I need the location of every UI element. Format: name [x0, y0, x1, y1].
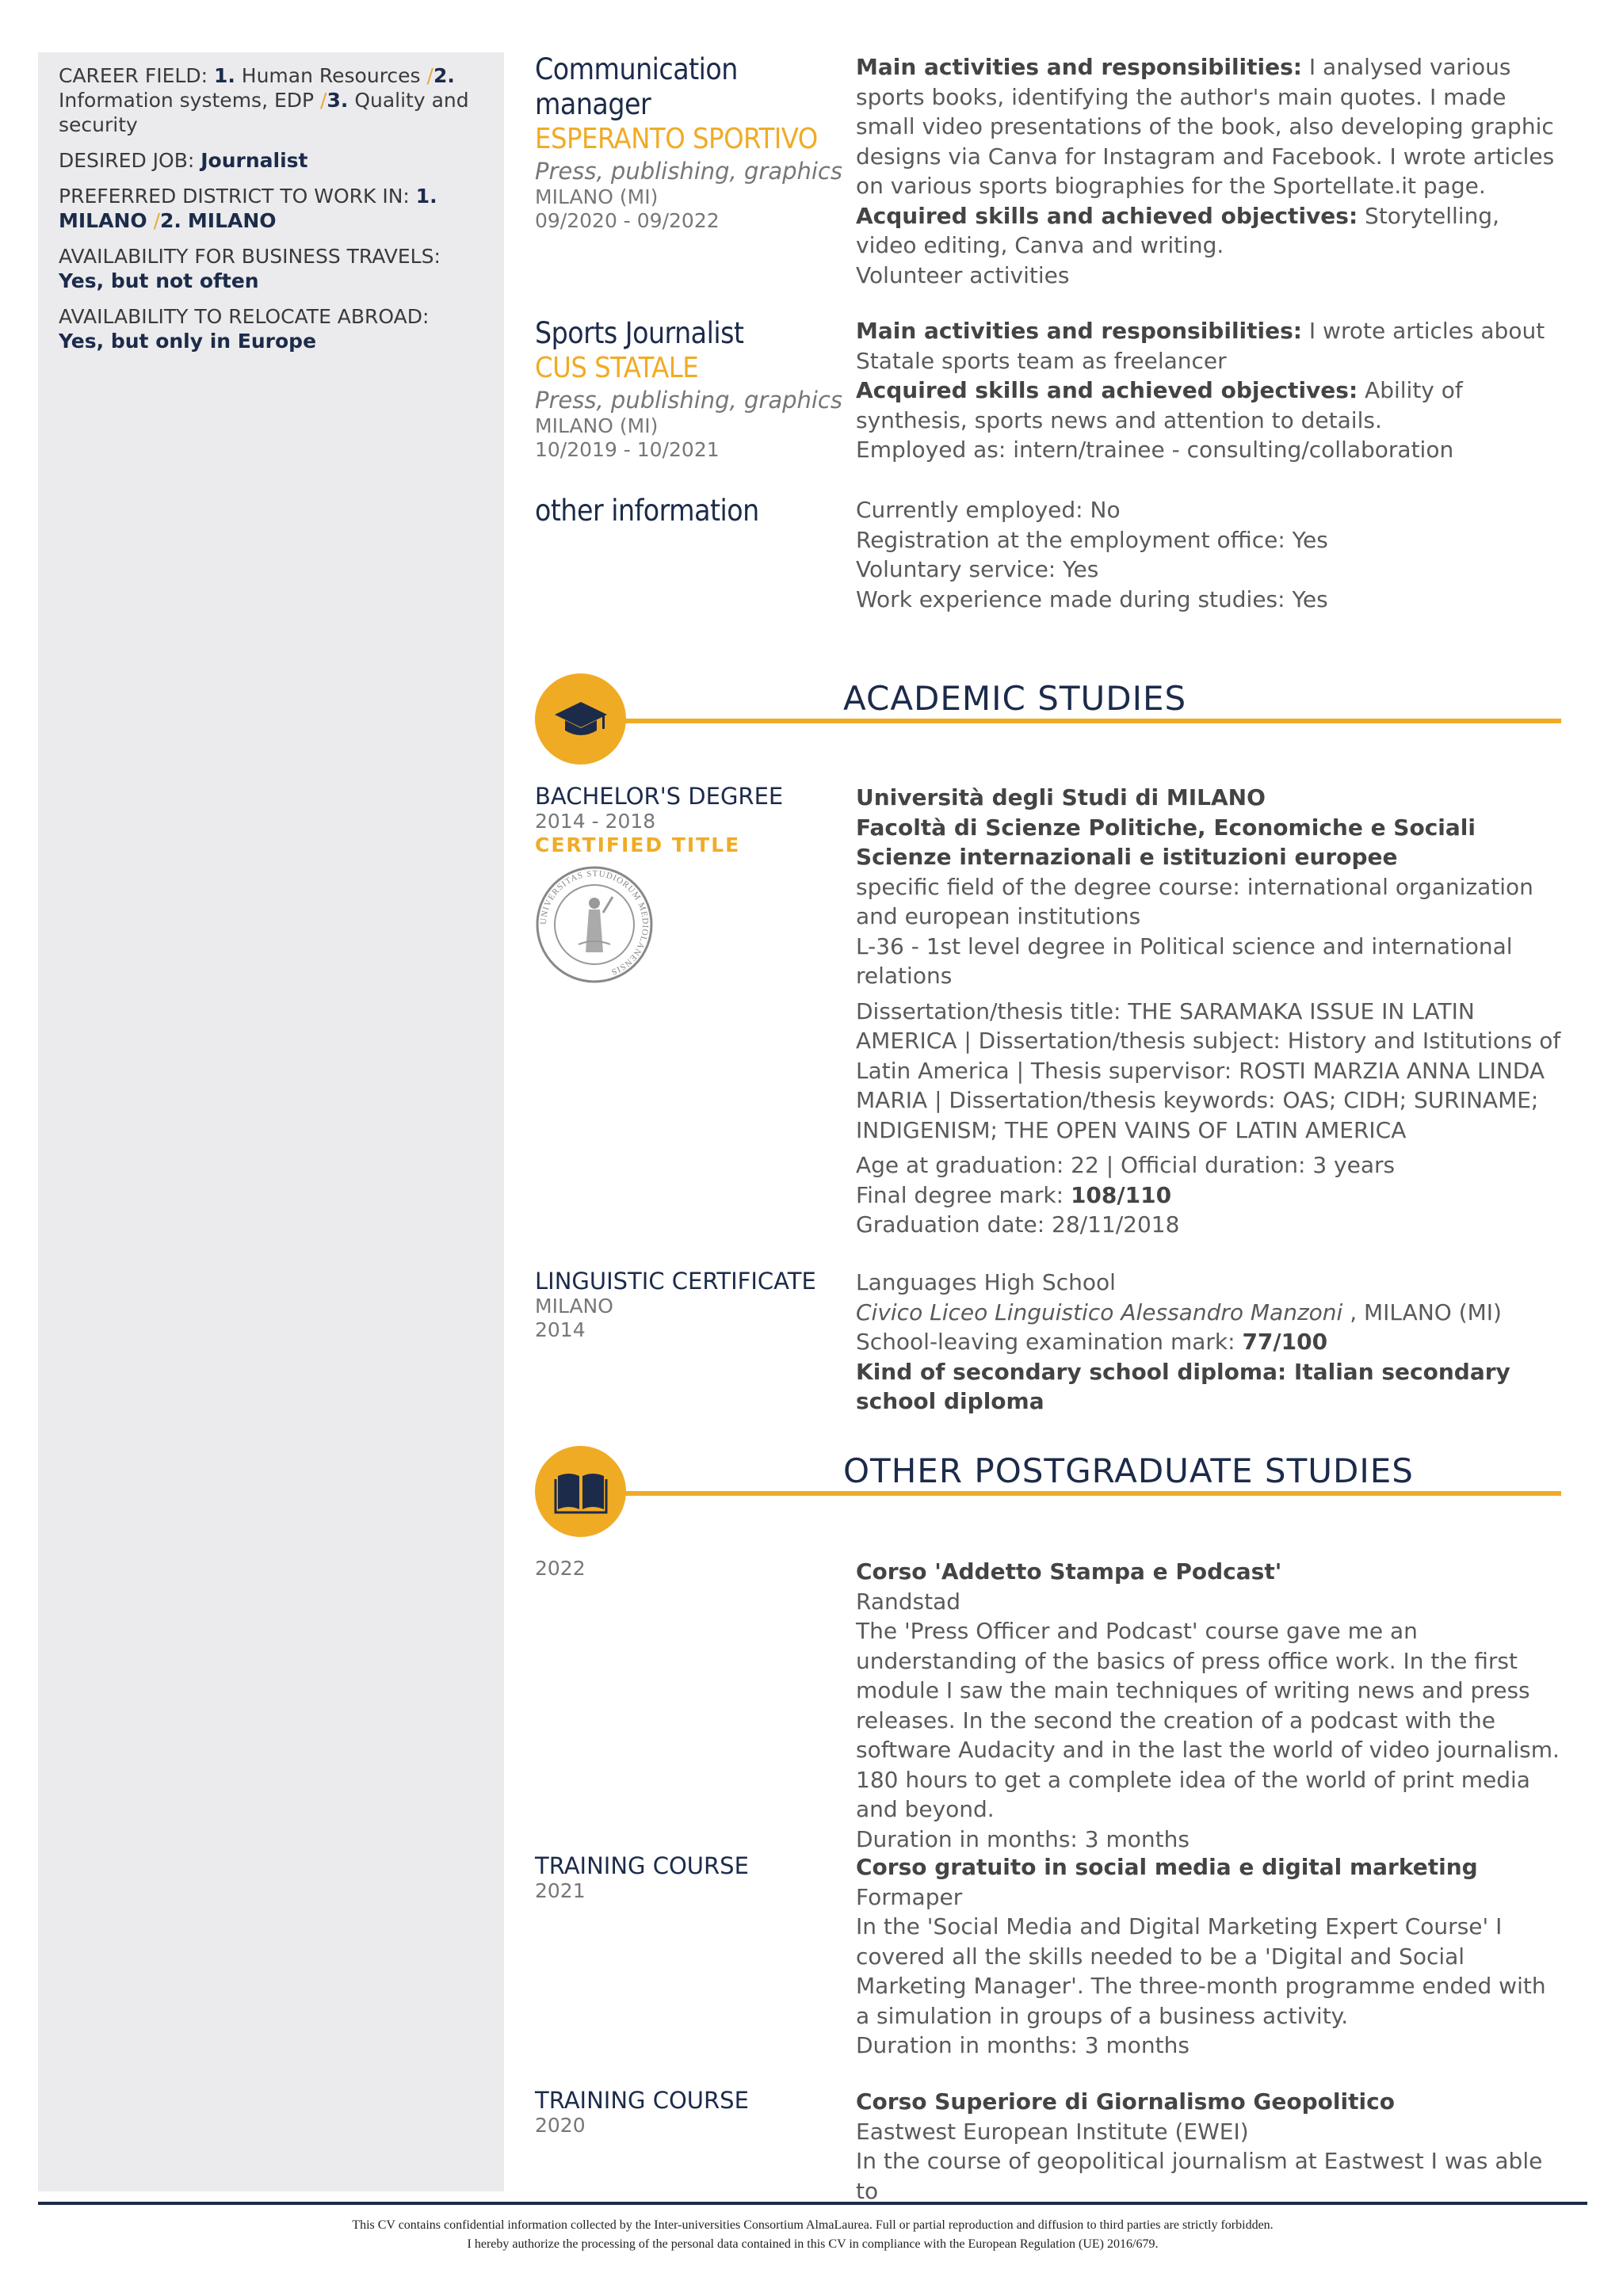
profile-sidebar	[38, 52, 504, 2191]
privacy-footer: This CV contains confidential information collected by the Inter-universities Consortium AlmaLaurea. Full or partial reproduction and diffusion to third parties are strictly forbidden. I hereby authorize the processing of the personal data contained in this CV in compliance with the European Regulation (UE) 2016/679.	[38, 2202, 1587, 2254]
certified-title-badge: CERTIFIED TITLE	[535, 833, 741, 856]
career-field: CAREER FIELD: 1. Human Resources /2. Information systems, EDP /3. Quality and security	[59, 64, 469, 136]
section-title: OTHER POSTGRADUATE STUDIES	[843, 1451, 1414, 1490]
job-role: Communication manager	[535, 52, 738, 121]
graduation-cap-icon	[535, 673, 626, 765]
other-info-title: other information	[535, 494, 759, 528]
job-sector: Press, publishing, graphics	[535, 158, 842, 185]
certificate-title: LINGUISTIC CERTIFICATE	[535, 1268, 816, 1295]
degree-title: BACHELOR'S DEGREE	[535, 783, 784, 810]
job-description: Main activities and responsibilities: I analysed various sports books, identifying the author's main quotes. I made small video presentations of the book, also developing graphic designs via Canva for Instagram and Facebook. I wrote articles on various sports biographies for the Sportellate.it page. Acquired skills and achieved objectives: Storytelling, video editing, Canva and writing. Volunteer activities	[856, 54, 1555, 288]
desired-job: DESIRED JOB: Journalist	[59, 149, 308, 172]
job-dates: 10/2019 - 10/2021	[535, 438, 720, 461]
university-seal	[535, 865, 654, 984]
svg-text:UNIVERSITAS STUDIORUM MEDIOLAN: UNIVERSITAS STUDIORUM MEDIOLANENSIS	[538, 868, 651, 978]
section-divider	[624, 1491, 1561, 1496]
open-book-icon	[535, 1446, 626, 1537]
job-role: Sports Journalist	[535, 316, 744, 350]
degree-years: 2014 - 2018	[535, 810, 656, 833]
preferred-district: PREFERRED DISTRICT TO WORK IN: 1. MILANO /2. MILANO	[59, 185, 437, 232]
postgraduate-studies-header	[535, 1446, 1561, 1541]
academic-studies-header	[535, 673, 1561, 769]
job-dates: 09/2020 - 09/2022	[535, 209, 720, 232]
job-location: MILANO (MI)	[535, 414, 659, 437]
job-company: ESPERANTO SPORTIVO	[535, 123, 818, 155]
job-location: MILANO (MI)	[535, 185, 659, 208]
job-description: Main activities and responsibilities: I wrote articles about Statale sports team as freelancer Acquired skills and achieved objectives: Ability of synthesis, sports news and attention to details. Employed as: intern/trainee - consulting/collaboration	[856, 318, 1545, 463]
section-title: ACADEMIC STUDIES	[843, 679, 1187, 718]
relocate-availability: AVAILABILITY TO RELOCATE ABROAD: Yes, but only in Europe	[59, 305, 430, 353]
job-company: CUS STATALE	[535, 352, 699, 384]
job-sector: Press, publishing, graphics	[535, 387, 842, 414]
business-travel-availability: AVAILABILITY FOR BUSINESS TRAVELS: Yes, but not often	[59, 245, 441, 292]
section-divider	[624, 719, 1561, 723]
degree-details: Università degli Studi di MILANO Facoltà di Scienze Politiche, Economiche e Sociali Scienze internazionali e istituzioni europee specific field of the degree course: international organization and european institutions L-36 - 1st level degree in Political science and international relations Dissertation/thesis title: THE SARAMAKA ISSUE IN LATIN AMERICA | Dissertation/thesis subject: History and Istitutions of Latin America | Thesis supervisor: ROSTI MARZIA ANNA LINDA MARIA | Dissertation/thesis keywords: OAS; CIDH; SURINAME; INDIGENISM; THE OPEN VAINS OF LATIN AMERICA Age at graduation: 22 | Official duration: 3 years Final degree mark: 108/110 Graduation date: 28/11/2018	[856, 784, 1561, 1238]
